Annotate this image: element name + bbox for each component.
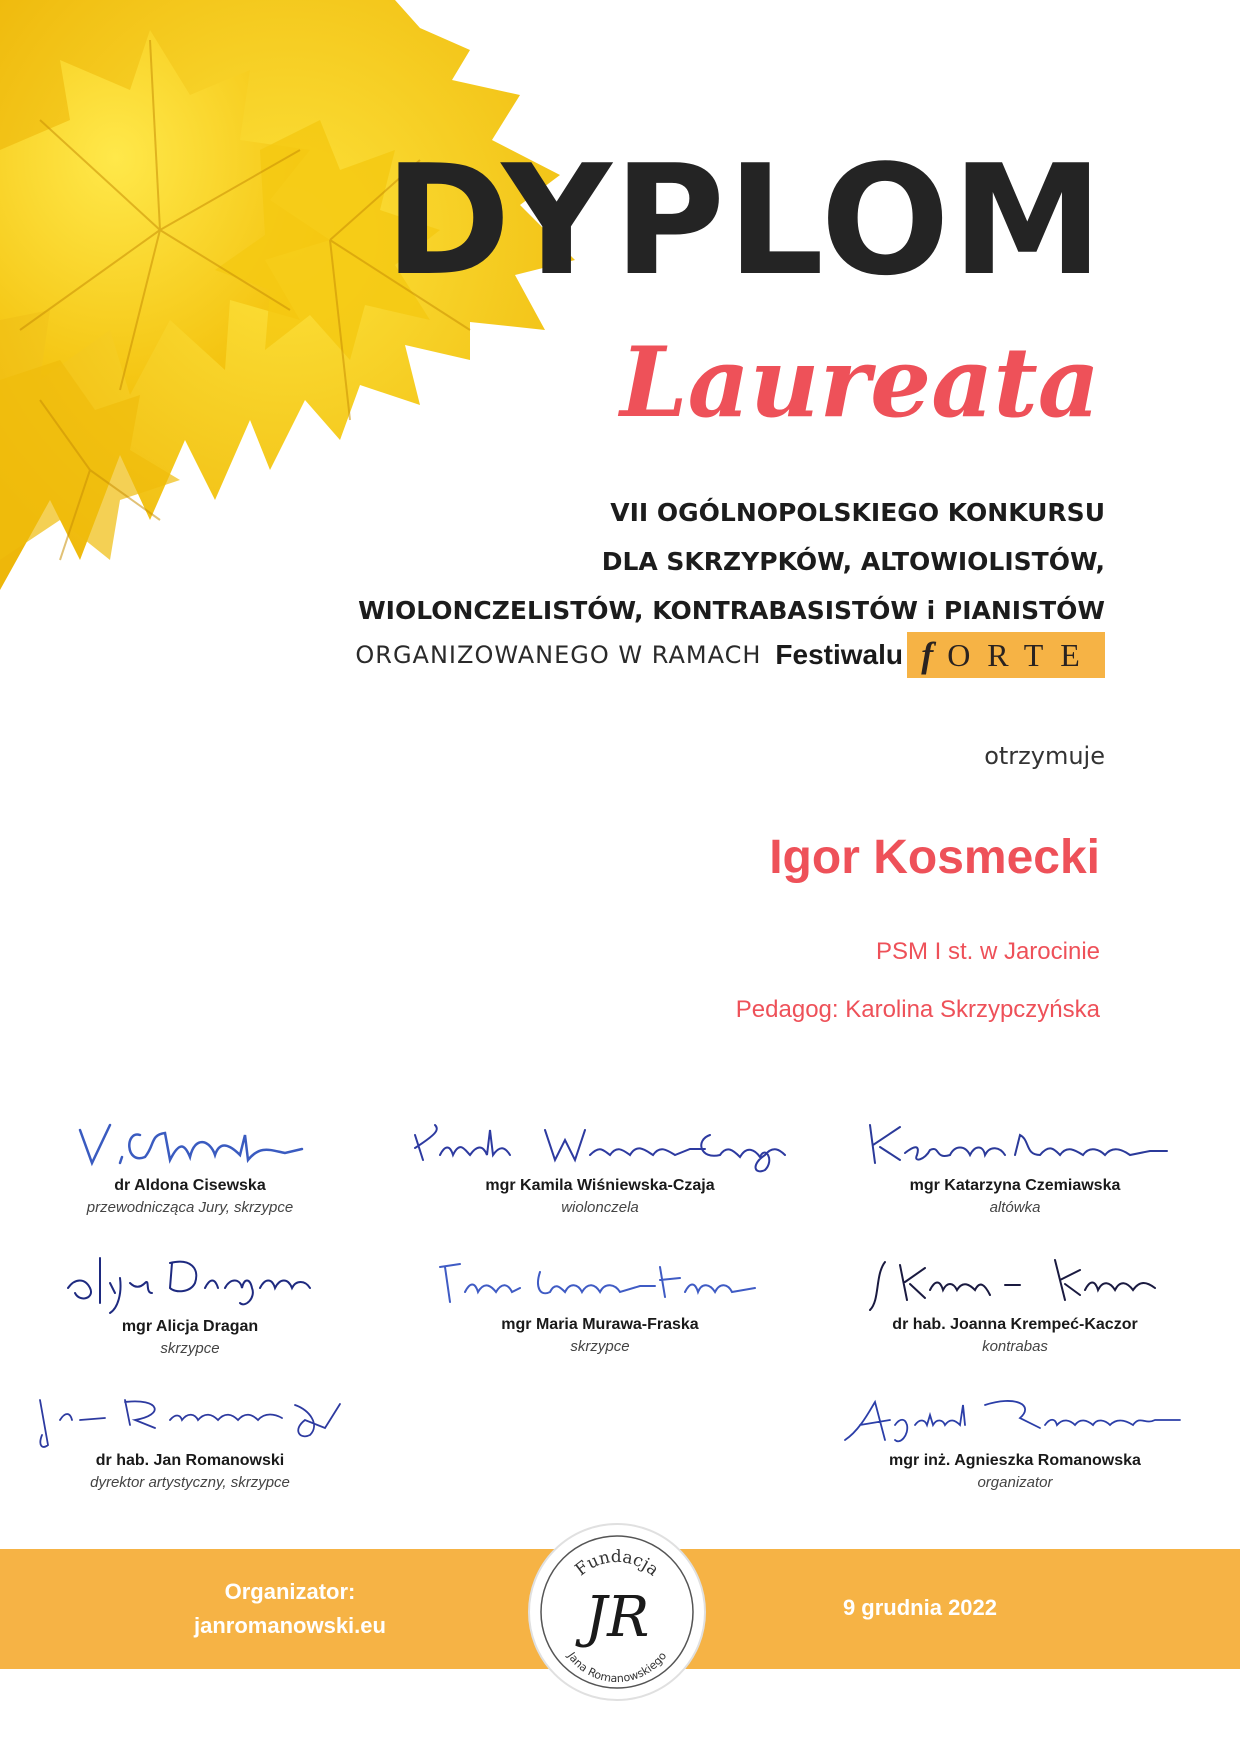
footer-date: 9 grudnia 2022	[842, 1595, 998, 1620]
signatory-name-4: mgr Alicja Dragan	[121, 1318, 259, 1335]
forte-logo-rest: ORTE	[947, 636, 1097, 673]
handwritten-signature-1	[70, 1115, 310, 1175]
signatory-name-1: dr Aldona Cisewska	[114, 1177, 266, 1194]
handwritten-signature-7	[30, 1390, 350, 1450]
handwritten-signature-5	[430, 1252, 770, 1314]
signatory-name-2: mgr Kamila Wiśniewska-Czaja	[485, 1177, 715, 1194]
signature-block-5	[400, 1252, 800, 1358]
signatory-role-2: wiolonczela	[561, 1199, 639, 1216]
diploma-subtitle: Laureata	[620, 326, 1100, 439]
school-name: PSM I st. w Jarocinie	[875, 938, 1100, 965]
signature-block-4	[0, 1248, 390, 1360]
signature-block-1	[0, 1115, 390, 1219]
signatory-role-3: altówka	[989, 1199, 1041, 1216]
seal-bottom-text: Jana Romanowskiego	[564, 1649, 670, 1686]
signatory-name-8: mgr inż. Agnieszka Romanowska	[889, 1452, 1141, 1469]
signatory-role-6: kontrabas	[982, 1338, 1048, 1355]
handwritten-signature-8	[835, 1390, 1195, 1450]
signatory-role-5: skrzypce	[570, 1338, 630, 1355]
signatory-name-5: mgr Maria Murawa-Fraska	[501, 1316, 699, 1333]
organized-prefix: ORGANIZOWANEGO W RAMACH	[355, 641, 762, 669]
handwritten-signature-2	[405, 1115, 795, 1175]
signatory-role-4: skrzypce	[160, 1340, 220, 1357]
handwritten-signature-6	[855, 1250, 1175, 1314]
teacher-name: Pedagog: Karolina Skrzypczyńska	[735, 996, 1100, 1023]
seal-monogram: JR	[584, 1585, 650, 1650]
signature-block-7	[0, 1390, 390, 1494]
handwritten-signature-4	[60, 1248, 320, 1316]
laureate-name: Igor Kosmecki	[769, 831, 1100, 884]
footer-organizer	[175, 1575, 405, 1643]
seal-top-text: Fundacja	[571, 1546, 663, 1581]
signature-block-3	[815, 1115, 1215, 1219]
signatory-role-8: organizator	[977, 1474, 1053, 1491]
diploma-title: DYPLOM	[384, 132, 1105, 309]
signature-block-6	[815, 1250, 1215, 1358]
foundation-seal	[527, 1522, 707, 1702]
receives-label: otrzymuje	[984, 742, 1105, 770]
handwritten-signature-3	[855, 1115, 1175, 1175]
signatory-role-7: dyrektor artystyczny, skrzypce	[90, 1474, 290, 1491]
signatory-name-3: mgr Katarzyna Czemiawska	[909, 1177, 1121, 1194]
signature-block-2	[400, 1115, 800, 1219]
forte-logo-f: f	[921, 635, 948, 675]
signatory-name-7: dr hab. Jan Romanowski	[95, 1452, 285, 1469]
organizer-label: Organizator:	[224, 1579, 356, 1604]
contest-line-3: WIOLONCZELISTÓW, KONTRABASISTÓW i PIANISTÓW	[358, 596, 1105, 625]
organized-within-line	[355, 632, 1105, 678]
festival-word: Festiwalu	[775, 639, 903, 670]
contest-description	[358, 488, 1105, 635]
signature-block-8	[815, 1390, 1215, 1494]
forte-logo	[907, 632, 1105, 678]
organizer-website: janromanowski.eu	[194, 1613, 386, 1638]
signatory-role-1: przewodnicząca Jury, skrzypce	[86, 1199, 294, 1216]
signatory-name-6: dr hab. Joanna Krempeć-Kaczor	[892, 1316, 1138, 1333]
contest-line-1: VII OGÓLNOPOLSKIEGO KONKURSU	[610, 498, 1105, 527]
contest-line-2: DLA SKRZYPKÓW, ALTOWIOLISTÓW,	[601, 547, 1105, 576]
